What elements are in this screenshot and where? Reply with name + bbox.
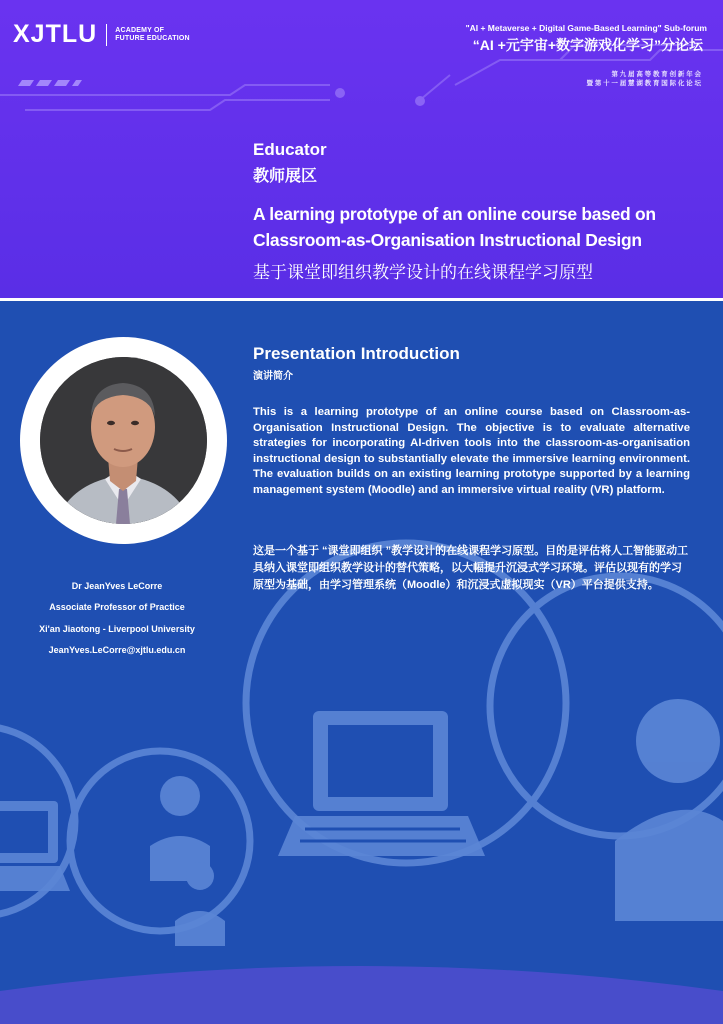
talk-title-cn: 基于课堂即组织教学设计的在线课程学习原型 [253, 263, 593, 282]
section-label-cn: 教师展区 [253, 168, 318, 185]
intro-heading-en: Presentation Introduction [253, 344, 460, 363]
section-label-en: Educator [253, 140, 327, 159]
xjtlu-logo [13, 22, 190, 47]
forum-title-cn: “AI +元宇宙+数字游戏化学习”分论坛 [472, 37, 703, 53]
conference-line2: 暨 第 十 一 届 慧 湖 教 育 国 际 化 论 坛 [586, 80, 701, 87]
logo-subtitle-line2: FUTURE EDUCATION [115, 34, 190, 42]
presenter-name: Dr JeanYves LeCorre [71, 581, 163, 591]
conference-line1: 第 九 届 高 等 教 育 创 新 年 会 [611, 71, 701, 78]
intro-body-cn: 这是一个基于 “课堂即组织 ”教学设计的在线课程学习原型。目的是评估将人工智能驱动工具纳入课堂即组织教学设计的替代策略，以大幅提升沉浸式学习环境。评估以现有的学习原型为基础，由学习管理系统（Moodle）和沉浸式虚拟现实（VR）平台提供支持。 [253, 545, 689, 591]
intro-body-en: This is a learning prototype of an online course based on Classroom-as-Organisation Instructional Design. The objective is to evaluate alternative strategies for incorporating AI-driven tools into the classroom-as-organisation instructional design to substantially elevate the immersive learning environment. The evaluation builds on an existing learning prototype supported by a learning management system (Moodle) and an immersive virtual reality (VR) platform. [253, 406, 690, 496]
presenter-portrait [40, 357, 207, 524]
logo-subtitle [115, 27, 190, 43]
header-band [0, 0, 723, 298]
conference-info [587, 70, 701, 88]
logo-divider [106, 24, 107, 46]
intro-heading-cn: 演讲简介 [253, 371, 293, 382]
talk-title-en: A learning prototype of an online course based on Classroom-as-Organisation Instructional Design [253, 204, 656, 250]
logo-wordmark: XJTLU [13, 20, 98, 48]
logo-subtitle-line1: ACADEMY OF [115, 26, 165, 34]
forum-title-en: "AI + Metaverse + Digital Game-Based Learning" Sub-forum [465, 23, 707, 33]
presenter-email: JeanYves.LeCorre@xjtlu.edu.cn [48, 645, 186, 655]
portrait-illustration [40, 357, 207, 524]
presenter-institution: Xi'an Jiaotong - Liverpool University [39, 624, 195, 634]
presenter-position: Associate Professor of Practice [49, 602, 185, 612]
